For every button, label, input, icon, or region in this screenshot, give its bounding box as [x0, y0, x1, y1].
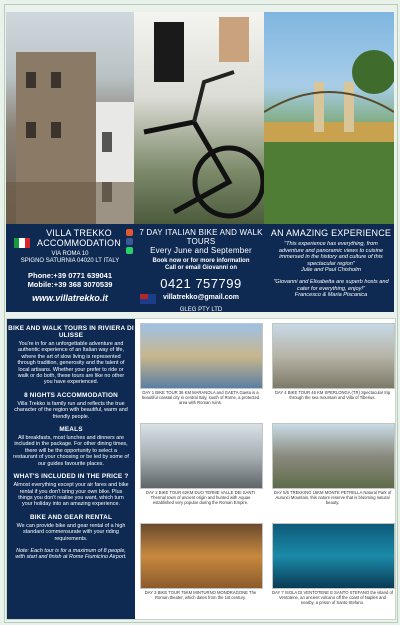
booking-contact: Call or email Giovanni on: [164, 265, 237, 271]
tours-schedule: Every June and September: [150, 246, 252, 255]
address-line-1: VIA ROMA 10: [51, 251, 89, 257]
tours-email[interactable]: villatrekko@gmail.com: [162, 294, 240, 301]
testimonial-1: "This experience has everything, from adventure and panoramic views to cuisine immersed in the history and culture of this spectacular region": [278, 241, 384, 267]
testimonial-2: "Giovanni and Elisabetta are superb hosts and cater for everything, enjoy!": [273, 278, 389, 292]
section-body: Almost everything except your air fares and bike rental if you don't bring your own bike. Plus things you don't realise you want, which turn your holiday into an amazing experience.: [13, 482, 129, 508]
italy-flag-icon: [14, 238, 30, 248]
tours-phone: 0421 757799: [160, 276, 242, 291]
details-text-column: [7, 319, 135, 619]
section-body: You're in for an unforgettable adventure and authentic experience of an Italian way of life, where the art of slow living is represented through tradition, generosity and the talent of local artisans. Whether your prefer to ride or walk or do both, these tours are like no other you have experienced.: [17, 341, 125, 386]
monte-petrella-photo: [272, 423, 395, 489]
bridge-illustration: [264, 12, 394, 224]
section-heading: BIKE AND WALK TOURS IN RIVIERA DI ULISSE: [8, 325, 134, 339]
sperlonga-photo: [272, 323, 395, 389]
website-link[interactable]: www.villatrekko.it: [32, 293, 108, 303]
mobile-number: Mobile:+39 368 3070539: [27, 280, 113, 289]
day-photo-caption: DAY 5/6 TREKKING 16KM MONTE PETRELLA Natural Park of Aurunci Mountain, this nature reserve that is blooming natural beauty.: [273, 490, 392, 505]
day-photo-card: [272, 423, 393, 505]
day-photos-grid: [140, 319, 395, 619]
day-photo-caption: DAY 2 BIKE TOUR 62KM DUO TERME VALLE DEI SANTI Thermal town of ancient origin and hunted with Aquae established very popular during the Roman Empire.: [145, 490, 256, 505]
section-heading: MEALS: [59, 426, 83, 434]
villa-name: VILLA TREKKO: [46, 228, 112, 238]
section-heading: 8 NIGHTS ACCOMMODATION: [24, 391, 118, 399]
terme-photo: [140, 423, 263, 489]
ventotene-photo: [272, 523, 395, 589]
details-section: [6, 318, 396, 620]
villa-building-illustration: [6, 12, 134, 224]
day-photo-card: [140, 323, 261, 405]
section-body: We can provide bike and gear rental of a high standard commensurate with your riding requirements.: [16, 522, 126, 542]
day-photo-card: [140, 523, 261, 600]
section-body: All breakfasts, most lunches and dinners are included in the package. For other dining times, there will be the opportunity to select a restaurant of your choosing or be led by some of our guides favourite places.: [13, 435, 129, 467]
day-photo-card: [272, 523, 393, 605]
villa-subtitle: ACCOMMODATION: [37, 238, 121, 248]
facebook-icon[interactable]: [126, 238, 133, 245]
tours-column: [136, 224, 266, 314]
minturno-photo: [140, 523, 263, 589]
gaeta-photo: [140, 323, 263, 389]
experience-title: AN AMAZING EXPERIENCE: [270, 228, 392, 238]
info-band: [6, 224, 394, 312]
booking-info: Book now or for more information: [152, 258, 250, 264]
bicycle-photo: [134, 12, 264, 224]
whatsapp-icon[interactable]: [126, 247, 133, 254]
day-photo-caption: DAY 3 BIKE TOUR 75KM MINTURNO MONDRAGONE The Roman theater, which dates from the 1st century.: [144, 590, 257, 600]
day-photo-caption: DAY 4 BIKE TOUR 46 KM SPERLONGA (TR) Spectacular trip through the sea mountain and Villa of Tiberius.: [274, 390, 391, 400]
address-line-2: SPIGNO SATURNIA 04020 LT ITALY: [20, 258, 120, 264]
instagram-icon[interactable]: [126, 229, 133, 236]
australia-flag-icon: [140, 294, 156, 304]
bridge-photo: [264, 12, 394, 224]
contact-column: [6, 224, 134, 303]
agent-name: GLEG PTY LTD: [179, 307, 223, 313]
bicycle-illustration: [134, 12, 264, 224]
section-heading: BIKE AND GEAR RENTAL: [29, 513, 113, 521]
phone-number: Phone:+39 0771 639041: [27, 271, 113, 280]
section-heading: WHAT'S INCLUDED IN THE PRICE ?: [13, 473, 129, 481]
day-photo-caption: DAY 7 ISOLA DI VENTOTENE E SANTO STEFANO the island of Ventotene, an ancient volcano off the coast of Naples and nearby, a prison of Santo Stefano.: [272, 590, 393, 605]
day-photo-card: [140, 423, 261, 505]
testimonial-1-author: Julie and Paul Chisholm: [300, 267, 361, 274]
day-photo-card: [272, 323, 393, 400]
day-photo-caption: DAY 1 BIKE TOUR 36 KM MARANOLA and GAETA Gaeta is a beautiful coastal city in central Italy, south of Rome, a protected area with Roman ruins.: [141, 390, 260, 405]
tours-title: 7 DAY ITALIAN BIKE AND WALK TOURS: [139, 228, 263, 246]
testimonial-2-author: Francesco & Maria Piscanica: [294, 292, 368, 299]
tour-note: Note: Each tour is for a maximum of 8 people, with start and finish at Rome Fiumicino Airport.: [15, 547, 127, 561]
experience-column: [268, 224, 394, 299]
section-body: Villa Trekko is family run and reflects the true character of the region with beautiful, warm and friendly people.: [14, 400, 128, 420]
villa-photo: [6, 12, 134, 224]
